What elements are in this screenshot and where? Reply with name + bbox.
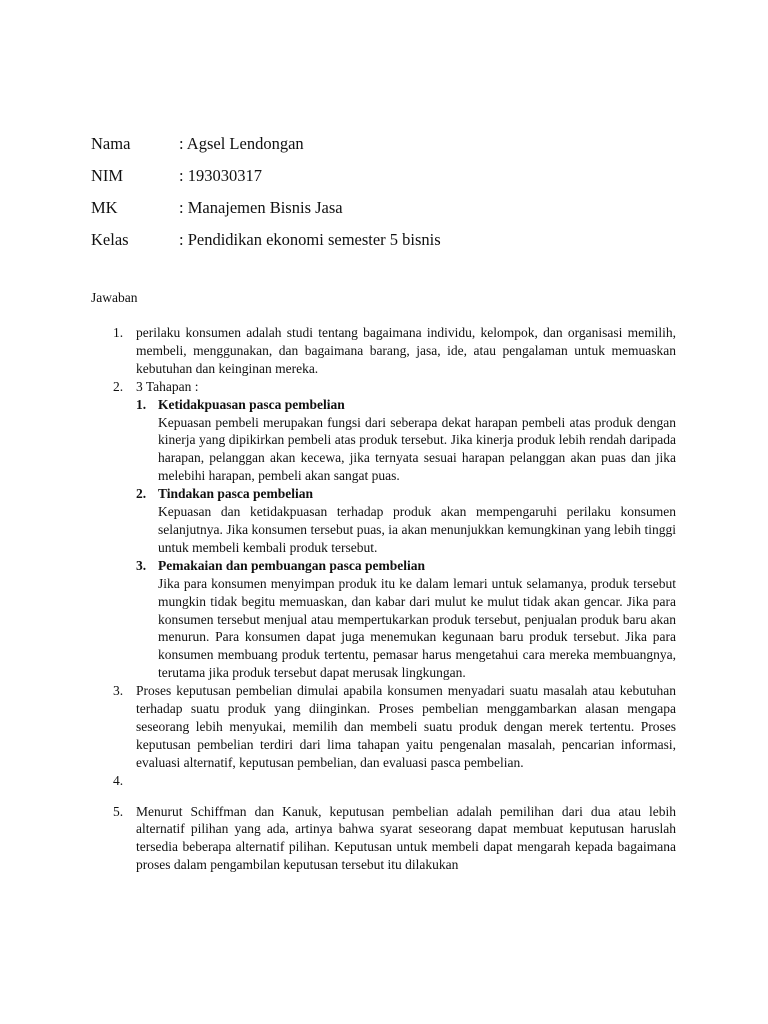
answer-item-3 bbox=[0, 682, 676, 772]
section-heading-jawaban: Jawaban bbox=[91, 290, 138, 305]
answer-item-1 bbox=[0, 324, 676, 378]
answer-text: perilaku konsumen adalah studi tentang bagaimana individu, kelompok, dan organisasi memilih, membeli, menggunakan, dan bagaimana barang, jasa, ide, atau pengalaman untuk memuaskan kebutuhan dan keinginan mereka. bbox=[136, 325, 676, 376]
info-row-mk bbox=[91, 192, 441, 224]
info-label: NIM bbox=[91, 166, 124, 185]
list-number: 5. bbox=[113, 803, 124, 819]
sub-body: Kepuasan pembeli merupakan fungsi dari seberapa dekat harapan pembeli atas produk dengan kinerja yang dipikirkan pembeli atas produk tersebut. Jika kinerja produk lebih rendah daripada harapan, pelanggan akan kecewa, jika ternyata sesuai harapan pelanggan akan puas dan jika melebihi harapan, pembeli akan sangat puas. bbox=[158, 414, 676, 484]
list-number: 1. bbox=[113, 325, 124, 340]
sub-body: Jika para konsumen menyimpan produk itu ke dalam lemari untuk selamanya, produk tersebut mungkin tidak begitu memuaskan, dan kabar dari mulut ke mulut tidak akan gencar. Jika para konsumen tersebut menjual atau mempertukarkan produk tersebut, penjualan produk baru akan menurun. Para konsumen dapat juga menemukan kegunaan baru produk tersebut. Jika para konsumen membuang produk tertentu, pemasar harus mengetahui cara mereka membuangnya, terutama jika produk tersebut dapat merusak lingkungan. bbox=[158, 575, 676, 681]
info-row-nim bbox=[91, 160, 441, 192]
list-number: 3. bbox=[113, 683, 124, 699]
list-number: 2. bbox=[113, 378, 124, 394]
answer-item-2 bbox=[0, 378, 676, 682]
sub-body: Kepuasan dan ketidakpuasan terhadap produk akan mempengaruhi perilaku konsumen selanjutnya. Jika konsumen tersebut puas, ia akan menunjukkan kemungkinan yang lebih tinggi untuk membeli kembali produk tersebut. bbox=[158, 504, 676, 555]
info-row-nama bbox=[91, 128, 441, 160]
sub-title: Pemakaian dan pembuangan pasca pembelian bbox=[158, 557, 426, 573]
sub-title: Ketidakpuasan pasca pembelian bbox=[158, 396, 345, 412]
info-value: : Manajemen Bisnis Jasa bbox=[179, 198, 343, 217]
info-value: : Agsel Lendongan bbox=[179, 134, 304, 153]
sub-number: 2. bbox=[136, 486, 147, 502]
sub-number: 3. bbox=[136, 557, 147, 573]
list-number: 4. bbox=[113, 772, 124, 788]
spacer bbox=[0, 790, 768, 803]
student-info bbox=[91, 128, 441, 256]
answer-item-4 bbox=[0, 772, 676, 790]
sub-title: Tindakan pasca pembelian bbox=[158, 486, 314, 502]
sub-item-3 bbox=[136, 557, 676, 682]
info-row-kelas bbox=[91, 224, 441, 256]
answer-list bbox=[0, 324, 768, 874]
answer-item-5 bbox=[0, 803, 676, 875]
info-label: Nama bbox=[91, 134, 131, 153]
sub-item-2 bbox=[136, 485, 676, 557]
answer-text: Menurut Schiffman dan Kanuk, keputusan pembelian adalah pemilihan dari dua atau lebih alternatif pilihan yang ada, artinya bahwa syarat seseorang dapat membuat keputusan haruslah tersedia beberapa alternatif pilihan. Keputusan untuk membeli dapat mengarah kepada bagaimana proses dalam pengambilan keputusan tersebut itu dilakukan bbox=[136, 803, 676, 873]
sub-number: 1. bbox=[136, 396, 147, 412]
answer-text: 3 Tahapan : bbox=[136, 378, 199, 394]
info-value: : 193030317 bbox=[179, 166, 262, 185]
sub-item-1 bbox=[136, 396, 676, 486]
info-label: MK bbox=[91, 198, 118, 217]
answer-text bbox=[136, 772, 676, 790]
answer-text: Proses keputusan pembelian dimulai apabila konsumen menyadari suatu masalah atau kebutuhan terhadap suatu produk yang diinginkan. Proses pembelian menggambarkan alasan mengapa seseorang lebih menyukai, memilih dan membeli suatu produk dengan merek tertentu. Proses keputusan pembelian terdiri dari lima tahapan yaitu pengenalan masalah, pencarian informasi, evaluasi alternatif, keputusan pembelian, dan evaluasi pasca pembelian. bbox=[136, 683, 676, 770]
info-label: Kelas bbox=[91, 230, 129, 249]
info-value: : Pendidikan ekonomi semester 5 bisnis bbox=[179, 230, 441, 249]
